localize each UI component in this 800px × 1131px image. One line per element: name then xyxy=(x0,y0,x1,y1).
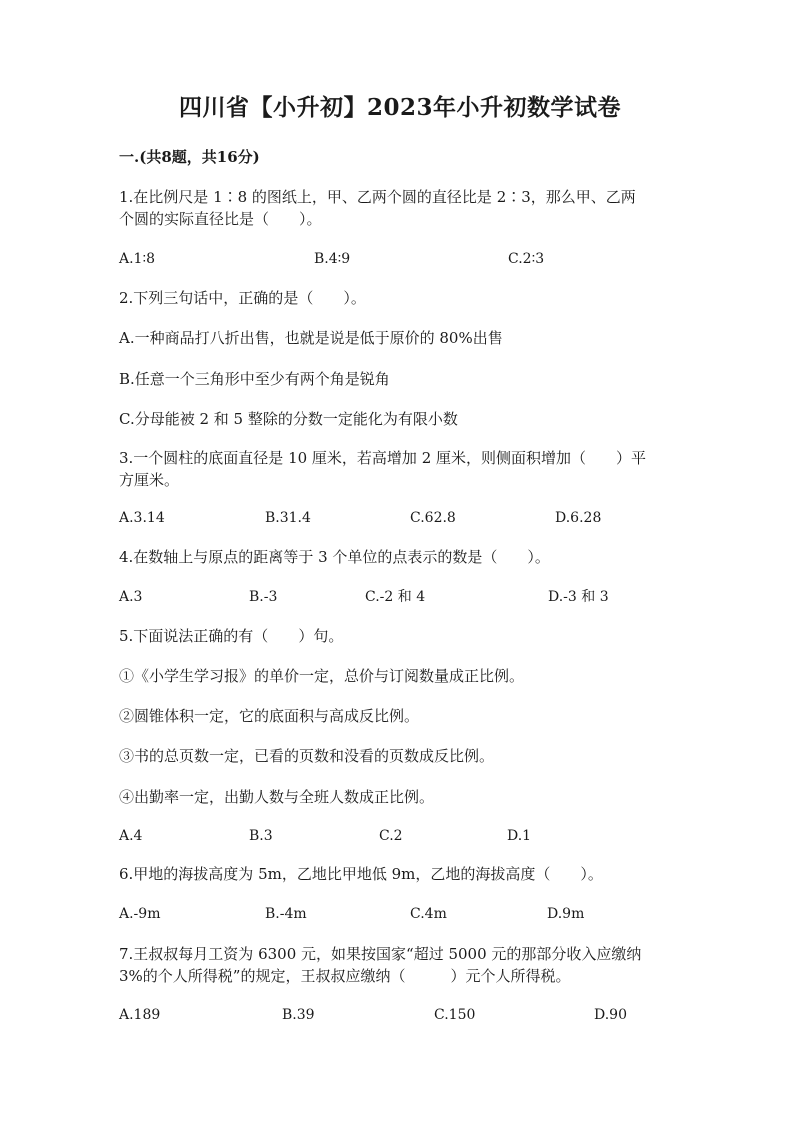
question-6 xyxy=(119,863,684,885)
question-2 xyxy=(119,287,684,309)
option-b[interactable]: B.4∶9 xyxy=(314,251,351,267)
question-text: 1.在比例尺是 1∶8 的图纸上，甲、乙两个圆的直径比是 2∶3，那么甲、乙两 xyxy=(119,188,636,206)
question-5-options xyxy=(119,825,699,847)
question-text: 7.王叔叔每月工资为 6300 元，如果按国家“超过 5000 元的那部分收入应缴纳 xyxy=(119,945,642,963)
option-c[interactable]: C.4m xyxy=(410,906,447,922)
question-3 xyxy=(119,447,684,491)
option-b[interactable]: B.-4m xyxy=(265,906,307,922)
question-text: 3%的个人所得税”的规定，王叔叔应缴纳（ ）元个人所得税。 xyxy=(119,967,571,985)
question-6-options xyxy=(119,903,699,925)
section-heading: 一.(共8题，共16分) xyxy=(119,148,260,166)
question-1-options xyxy=(119,248,699,270)
option-a[interactable]: A.3 xyxy=(119,589,143,605)
option-b[interactable]: B.任意一个三角形中至少有两个角是锐角 xyxy=(119,370,390,388)
option-a[interactable]: A.1∶8 xyxy=(119,251,156,267)
option-b[interactable]: B.3 xyxy=(249,828,273,844)
option-c[interactable]: C.2 xyxy=(379,828,403,844)
option-c[interactable]: C.150 xyxy=(434,1007,476,1023)
statement-3: ③书的总页数一定，已看的页数和没看的页数成反比例。 xyxy=(119,747,495,765)
question-text: 2.下列三句话中，正确的是（ ）。 xyxy=(119,289,366,307)
option-a[interactable]: A.189 xyxy=(119,1007,161,1023)
page-title: 四川省【小升初】2023年小升初数学试卷 xyxy=(178,94,621,121)
statement-1: ①《小学生学习报》的单价一定，总价与订阅数量成正比例。 xyxy=(119,667,525,685)
question-5 xyxy=(119,625,684,647)
option-c[interactable]: C.-2 和 4 xyxy=(365,589,426,605)
question-text: 6.甲地的海拔高度为 5m，乙地比甲地低 9m，乙地的海拔高度（ ）。 xyxy=(119,865,603,883)
option-b[interactable]: B.-3 xyxy=(249,589,278,605)
option-a[interactable]: A.3.14 xyxy=(119,510,165,526)
question-1 xyxy=(119,186,684,230)
option-b[interactable]: B.39 xyxy=(282,1007,315,1023)
question-text: 方厘米。 xyxy=(119,471,180,489)
option-a[interactable]: A.一种商品打八折出售，也就是说是低于原价的 80%出售 xyxy=(119,329,503,347)
option-a[interactable]: A.4 xyxy=(119,828,143,844)
option-c[interactable]: C.2∶3 xyxy=(508,251,545,267)
question-text: 4.在数轴上与原点的距离等于 3 个单位的点表示的数是（ ）。 xyxy=(119,548,550,566)
statement-4: ④出勤率一定，出勤人数与全班人数成正比例。 xyxy=(119,788,435,806)
question-4 xyxy=(119,546,684,568)
question-text: 5.下面说法正确的有（ ）句。 xyxy=(119,627,344,645)
option-d[interactable]: D.-3 和 3 xyxy=(548,589,609,605)
option-d[interactable]: D.1 xyxy=(507,828,532,844)
question-3-options xyxy=(119,507,699,529)
option-b[interactable]: B.31.4 xyxy=(265,510,311,526)
option-d[interactable]: D.90 xyxy=(594,1007,627,1023)
option-c[interactable]: C.62.8 xyxy=(410,510,456,526)
question-7 xyxy=(119,943,684,987)
option-d[interactable]: D.6.28 xyxy=(555,510,602,526)
option-d[interactable]: D.9m xyxy=(547,906,585,922)
option-c[interactable]: C.分母能被 2 和 5 整除的分数一定能化为有限小数 xyxy=(119,410,458,428)
question-7-options xyxy=(119,1004,699,1026)
option-a[interactable]: A.-9m xyxy=(119,906,161,922)
statement-2: ②圆锥体积一定，它的底面积与高成反比例。 xyxy=(119,707,420,725)
question-4-options xyxy=(119,586,699,608)
question-text: 3.一个圆柱的底面直径是 10 厘米，若高增加 2 厘米，则侧面积增加（ ）平 xyxy=(119,449,647,467)
question-text: 个圆的实际直径比是（ ）。 xyxy=(119,210,322,228)
